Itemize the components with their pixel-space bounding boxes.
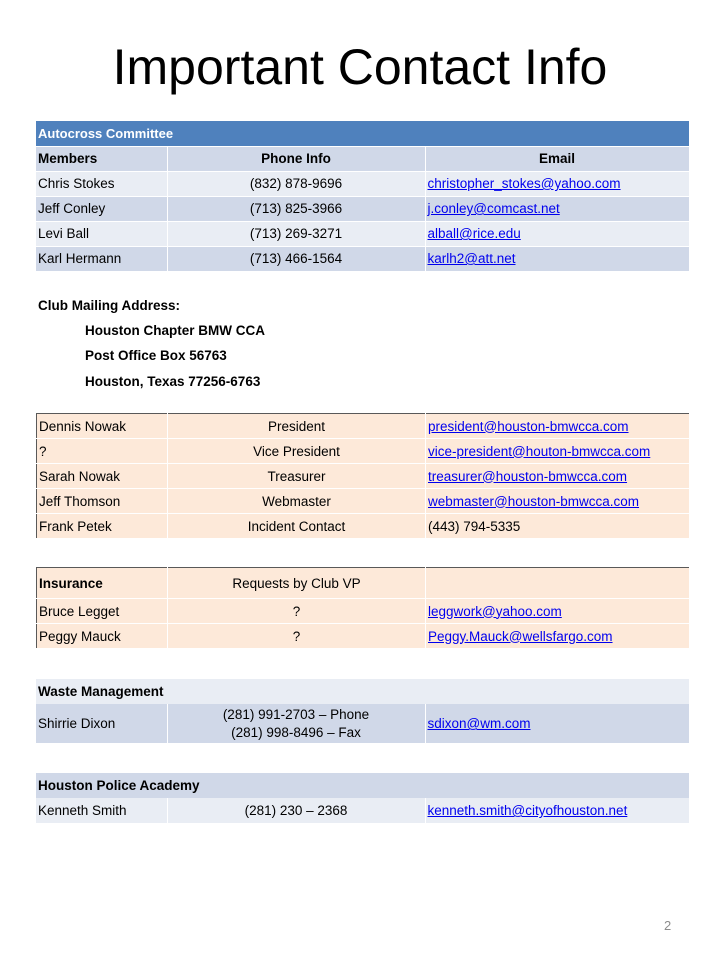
table-row	[36, 171, 689, 196]
officer-phone: (443) 794-5335	[426, 514, 690, 539]
member-email-link[interactable]: alball@rice.edu	[427, 226, 521, 241]
member-phone: (713) 466-1564	[167, 246, 425, 271]
insurance-phone: ?	[168, 624, 426, 649]
member-email-link[interactable]: j.conley@comcast.net	[427, 201, 560, 216]
column-header-members: Members	[36, 146, 167, 171]
waste-phone	[167, 704, 425, 743]
table-row	[37, 489, 690, 514]
mailing-label: Club Mailing Address:	[38, 298, 181, 313]
table-row	[36, 704, 689, 743]
police-phone: (281) 230 – 2368	[167, 798, 425, 823]
table-row	[37, 514, 690, 539]
waste-contact-name: Shirrie Dixon	[36, 704, 167, 743]
insurance-table	[36, 567, 690, 649]
waste-title: Waste Management	[36, 679, 689, 704]
officer-email-link[interactable]: president@houston-bmwcca.com	[428, 418, 629, 434]
officer-role: Treasurer	[168, 464, 426, 489]
officer-name: Jeff Thomson	[37, 489, 168, 514]
waste-phone-line: (281) 991-2703 – Phone	[222, 706, 370, 722]
officer-email-link[interactable]: webmaster@houston-bmwcca.com	[428, 493, 640, 509]
table-row	[36, 798, 689, 823]
mailing-line-2: Post Office Box 56763	[85, 348, 227, 363]
page-number: 2	[664, 918, 672, 933]
member-name: Karl Hermann	[36, 246, 167, 271]
insurance-email-link[interactable]: leggwork@yahoo.com	[428, 603, 562, 619]
officer-email-link[interactable]: treasurer@houston-bmwcca.com	[428, 468, 628, 484]
table-row	[37, 599, 690, 624]
police-title: Houston Police Academy	[36, 773, 689, 798]
member-email-link[interactable]: christopher_stokes@yahoo.com	[427, 176, 621, 191]
officer-role: Vice President	[168, 439, 426, 464]
mailing-line-1: Houston Chapter BMW CCA	[85, 323, 265, 338]
police-table	[36, 773, 690, 823]
police-contact-name: Kenneth Smith	[36, 798, 167, 823]
insurance-title: Insurance	[37, 568, 168, 599]
table-row	[36, 196, 689, 221]
page-title: Important Contact Info	[112, 39, 608, 95]
officers-table	[36, 413, 690, 539]
member-email-link[interactable]: karlh2@att.net	[427, 251, 516, 266]
insurance-name: Peggy Mauck	[37, 624, 168, 649]
table-row	[37, 439, 690, 464]
waste-fax-line: (281) 998-8496 – Fax	[231, 724, 361, 740]
table-row	[37, 414, 690, 439]
member-phone: (713) 269-3271	[167, 221, 425, 246]
waste-email-link[interactable]: sdixon@wm.com	[427, 716, 531, 731]
waste-table	[36, 679, 690, 743]
member-name: Jeff Conley	[36, 196, 167, 221]
table-row	[36, 246, 689, 271]
mailing-line-3: Houston, Texas 77256-6763	[85, 374, 261, 389]
committee-title: Autocross Committee	[36, 121, 689, 146]
insurance-phone: ?	[168, 599, 426, 624]
member-name: Chris Stokes	[36, 171, 167, 196]
officer-role: Incident Contact	[168, 514, 426, 539]
insurance-name: Bruce Legget	[37, 599, 168, 624]
officer-name: Sarah Nowak	[37, 464, 168, 489]
officer-role: Webmaster	[168, 489, 426, 514]
table-row	[37, 624, 690, 649]
insurance-email-link[interactable]: Peggy.Mauck@wellsfargo.com	[428, 628, 613, 644]
column-header-email: Email	[425, 146, 689, 171]
column-header-phone: Phone Info	[167, 146, 425, 171]
member-name: Levi Ball	[36, 221, 167, 246]
officer-name: Frank Petek	[37, 514, 168, 539]
committee-table	[36, 121, 690, 272]
member-phone: (832) 878-9696	[167, 171, 425, 196]
officer-name: Dennis Nowak	[37, 414, 168, 439]
officer-email-link[interactable]: vice-president@houton-bmwcca.com	[428, 443, 651, 459]
officer-role: President	[168, 414, 426, 439]
member-phone: (713) 825-3966	[167, 196, 425, 221]
insurance-subtitle: Requests by Club VP	[168, 568, 426, 599]
officer-name: ?	[37, 439, 168, 464]
police-email-link[interactable]: kenneth.smith@cityofhouston.net	[427, 803, 628, 818]
table-row	[36, 221, 689, 246]
table-row	[37, 464, 690, 489]
